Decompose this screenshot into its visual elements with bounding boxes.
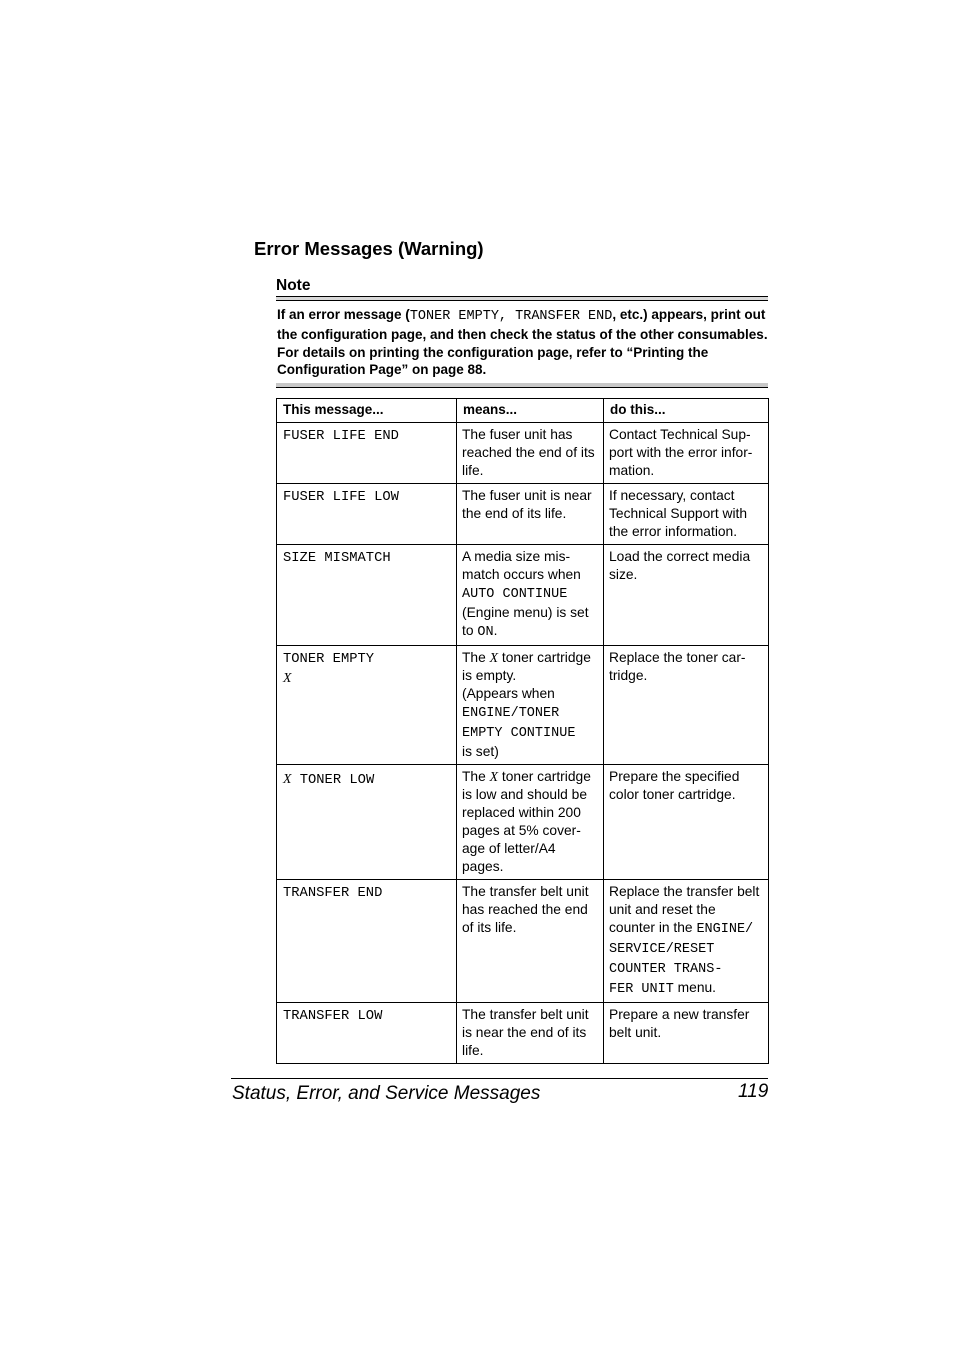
message-variable: X: [283, 670, 292, 685]
table-row: [277, 646, 769, 765]
means-text: The: [462, 650, 486, 665]
header-message: This message...: [277, 399, 457, 423]
footer-rule: [231, 1078, 768, 1079]
means-code: ENGINE/TONER: [462, 706, 560, 721]
message-text: TONER EMPTY: [283, 652, 375, 667]
note-block: [276, 277, 768, 388]
message-cell: TRANSFER END: [277, 880, 457, 1003]
note-text-after: , etc.) appears, print out the configuration page, and then check the status of the other consumables. For details on printing the configuration page, refer to “Printing the Configuration Page” on page 88.: [277, 307, 768, 378]
header-means: means...: [457, 399, 604, 423]
action-cell: Prepare a new transfer belt unit.: [604, 1003, 769, 1064]
means-cell: The fuser unit has reached the end of its life.: [457, 423, 604, 484]
note-text: [276, 306, 768, 379]
action-cell: Replace the toner car-tridge.: [604, 646, 769, 765]
header-do: do this...: [604, 399, 769, 423]
table-row: [277, 423, 769, 484]
means-text: .: [493, 623, 498, 638]
action-cell: [604, 880, 769, 1003]
action-text: menu.: [677, 980, 717, 995]
means-cell: The transfer belt unit is near the end of its life.: [457, 1003, 604, 1064]
action-cell: Load the correct media size.: [604, 545, 769, 646]
table-row: [277, 880, 769, 1003]
action-cell: If necessary, contact Technical Support with the error information.: [604, 484, 769, 545]
means-text: (Appears when: [462, 686, 555, 701]
table-row: [277, 484, 769, 545]
action-code: SERVICE/RESET: [609, 942, 715, 957]
note-bottom-rule: [276, 383, 768, 388]
means-code: AUTO CONTINUE: [462, 587, 568, 602]
means-text: toner cartridge is low and should be replaced within 200 pages at 5% cover-age of letter/A4 pages.: [462, 769, 591, 874]
action-code: FER UNIT: [609, 982, 674, 997]
table-row: [277, 545, 769, 646]
action-code: COUNTER TRANS-: [609, 962, 723, 977]
action-text: Replace the transfer belt unit and reset the counter in the: [609, 884, 760, 935]
means-cell: [457, 646, 604, 765]
means-cell: The transfer belt unit has reached the end of its life.: [457, 880, 604, 1003]
message-cell: FUSER LIFE LOW: [277, 484, 457, 545]
message-variable: X: [283, 771, 292, 786]
action-cell: Prepare the specified color toner cartridge.: [604, 765, 769, 880]
note-top-rule: [276, 296, 768, 301]
note-text-before: If an error message (: [277, 307, 410, 322]
message-cell: [277, 646, 457, 765]
action-cell: Contact Technical Sup-port with the error infor-mation.: [604, 423, 769, 484]
message-text: TONER LOW: [299, 773, 375, 788]
means-code: EMPTY CONTINUE: [462, 726, 576, 741]
means-variable: X: [489, 769, 499, 784]
error-message-table: [276, 398, 769, 1064]
means-text: is set): [462, 744, 499, 759]
means-cell: [457, 545, 604, 646]
means-text: The: [462, 769, 486, 784]
means-text: (Engine menu) is set to: [462, 605, 589, 638]
section-title: Error Messages (Warning): [254, 238, 484, 259]
table-row: [277, 765, 769, 880]
means-cell: The fuser unit is near the end of its life.: [457, 484, 604, 545]
note-heading: Note: [276, 277, 311, 294]
table-header-row: [277, 399, 769, 423]
note-text-code: TONER EMPTY, TRANSFER END: [409, 309, 613, 324]
means-code: ON: [477, 625, 494, 640]
message-cell: FUSER LIFE END: [277, 423, 457, 484]
page-number: 119: [738, 1081, 769, 1102]
means-cell: [457, 765, 604, 880]
action-code: ENGINE/: [696, 922, 754, 937]
message-cell: TRANSFER LOW: [277, 1003, 457, 1064]
means-text: toner cartridge is empty.: [462, 650, 591, 683]
table-row: [277, 1003, 769, 1064]
means-text: A media size mis-match occurs when: [462, 549, 581, 582]
means-variable: X: [489, 650, 499, 665]
message-cell: [277, 765, 457, 880]
footer-title: Status, Error, and Service Messages: [232, 1083, 541, 1104]
message-cell: SIZE MISMATCH: [277, 545, 457, 646]
